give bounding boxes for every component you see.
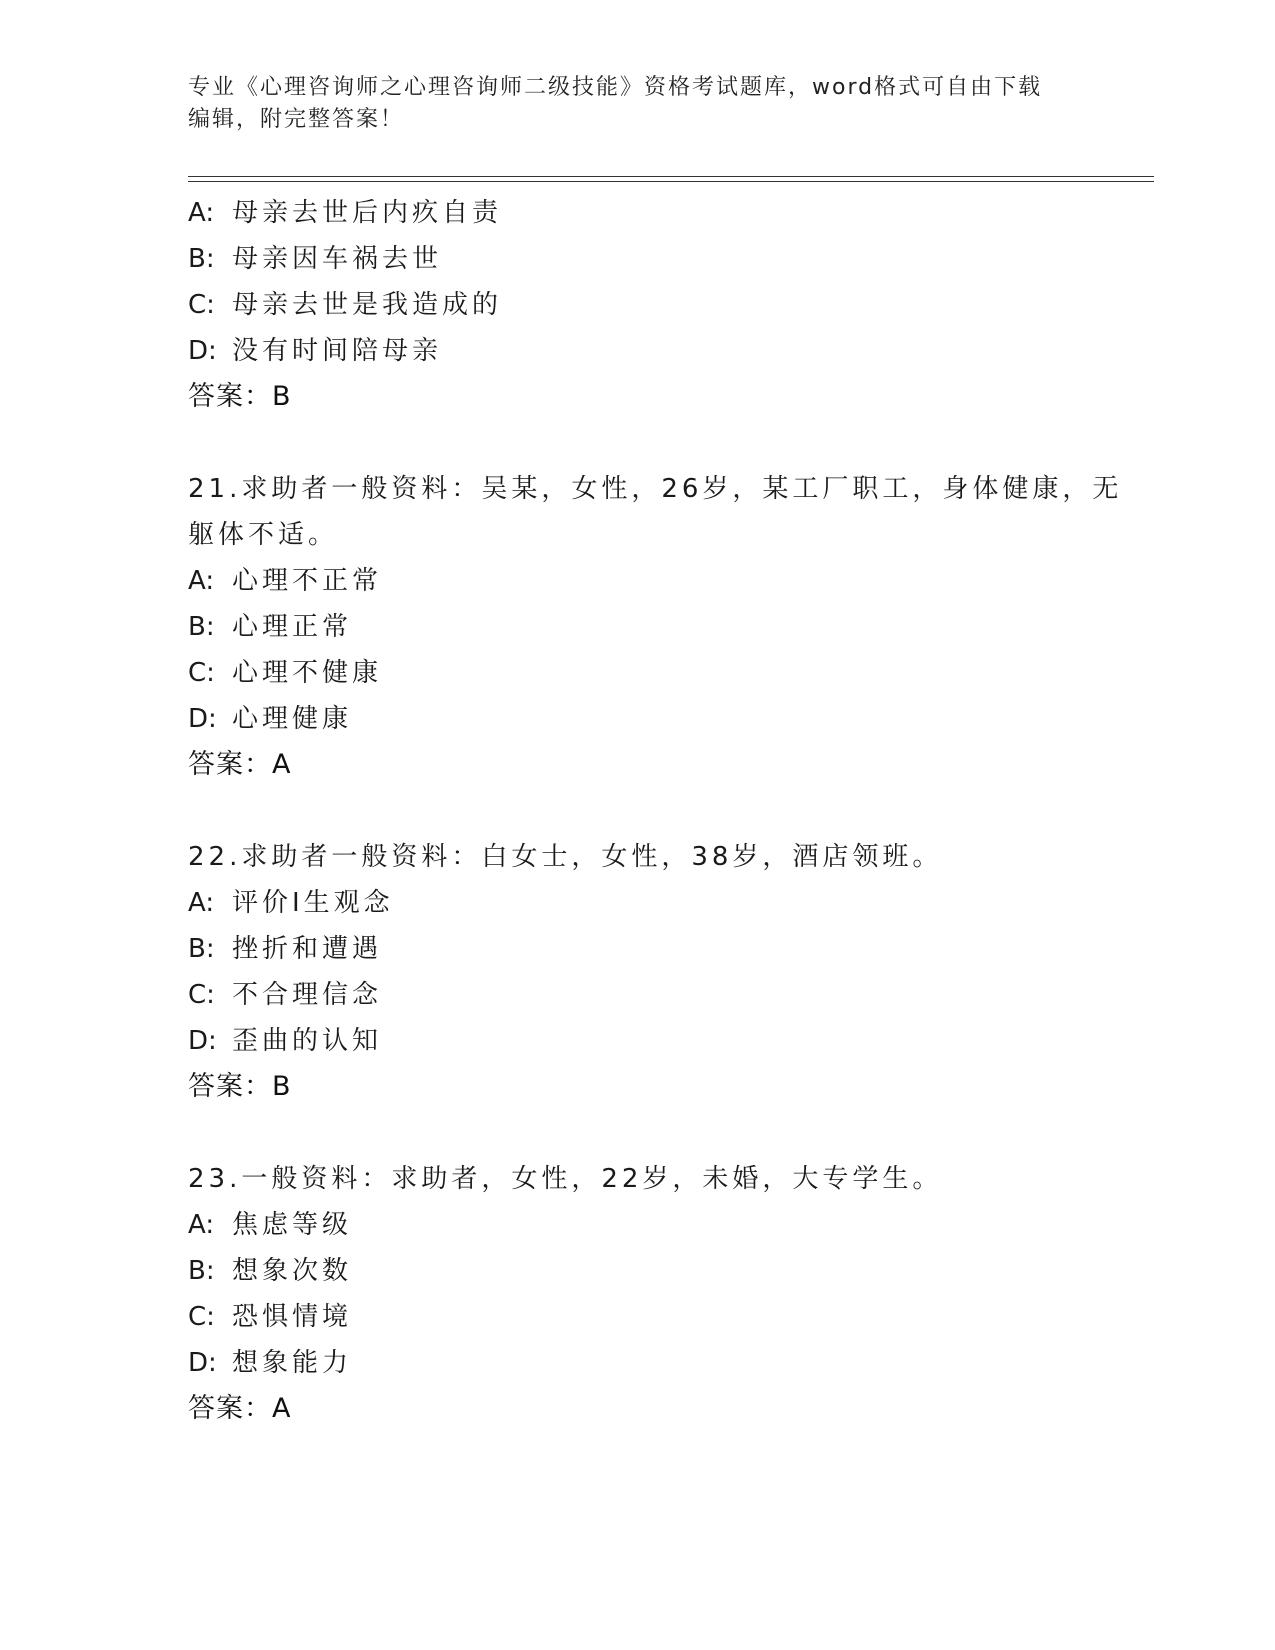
option-a <box>188 190 1088 236</box>
option-key: C: <box>188 1302 215 1332</box>
option-text: 不合理信念 <box>232 980 383 1010</box>
spacer <box>188 1110 1088 1156</box>
option-text: 歪曲的认知 <box>232 1026 383 1056</box>
option-d <box>188 1018 1088 1064</box>
question-stem-line-2: 躯体不适。 <box>188 520 339 550</box>
option-c <box>188 282 1088 328</box>
option-text: 心理不健康 <box>232 658 383 688</box>
option-key: B: <box>188 1256 215 1286</box>
question-block-continued <box>188 190 1088 420</box>
question-block-22 <box>188 834 1088 1110</box>
header-divider-thick <box>188 181 1154 182</box>
option-b <box>188 926 1088 972</box>
document-header <box>188 72 1068 136</box>
option-key: B: <box>188 612 215 642</box>
option-key: B: <box>188 934 215 964</box>
option-b <box>188 236 1088 282</box>
option-key: D: <box>188 1348 217 1378</box>
spacer <box>188 420 1088 466</box>
option-key: A: <box>188 1210 215 1240</box>
option-b <box>188 1248 1088 1294</box>
option-a <box>188 880 1088 926</box>
option-key: A: <box>188 198 215 228</box>
question-block-23 <box>188 1156 1088 1432</box>
question-block-21 <box>188 466 1123 788</box>
option-key: C: <box>188 658 215 688</box>
option-key: D: <box>188 704 217 734</box>
option-text: 想象能力 <box>232 1348 353 1378</box>
option-a <box>188 1202 1088 1248</box>
option-a <box>188 558 1088 604</box>
option-c <box>188 972 1088 1018</box>
answer-label: 答案：A <box>188 749 292 780</box>
option-key: D: <box>188 336 217 366</box>
spacer <box>188 788 1088 834</box>
option-text: 想象次数 <box>232 1256 353 1286</box>
header-divider-thin <box>188 176 1154 177</box>
header-line-1: 专业《心理咨询师之心理咨询师二级技能》资格考试题库，word格式可自由下载 <box>188 75 1043 100</box>
question-stem-line-1: 23.一般资料：求助者，女性，22岁，未婚，大专学生。 <box>188 1164 943 1194</box>
answer-label: 答案：A <box>188 1393 292 1424</box>
option-text: 心理正常 <box>232 612 353 642</box>
option-text: 没有时间陪母亲 <box>232 336 443 366</box>
option-d <box>188 1340 1088 1386</box>
option-text: 心理健康 <box>232 704 353 734</box>
question-stem-line-1: 21.求助者一般资料：吴某，女性，26岁，某工厂职工，身体健康，无 <box>188 474 1123 504</box>
option-text: 挫折和遭遇 <box>232 934 383 964</box>
option-b <box>188 604 1088 650</box>
option-key: C: <box>188 980 215 1010</box>
question-stem-line-1: 22.求助者一般资料：白女士，女性，38岁，酒店领班。 <box>188 842 943 872</box>
option-text: 母亲去世后内疚自责 <box>232 198 503 228</box>
answer-label: 答案：B <box>188 1071 292 1102</box>
header-line-2: 编辑，附完整答案！ <box>188 107 405 132</box>
option-text: 恐惧情境 <box>232 1302 353 1332</box>
option-key: D: <box>188 1026 217 1056</box>
option-c <box>188 1294 1088 1340</box>
option-key: A: <box>188 888 215 918</box>
option-d <box>188 328 1088 374</box>
answer-label: 答案：B <box>188 381 292 412</box>
option-text: 母亲去世是我造成的 <box>232 290 503 320</box>
option-key: B: <box>188 244 215 274</box>
option-text: 心理不正常 <box>232 566 383 596</box>
option-c <box>188 650 1088 696</box>
option-text: 母亲因车祸去世 <box>232 244 443 274</box>
option-key: A: <box>188 566 215 596</box>
question-list <box>188 190 1123 1432</box>
option-text: 评价I生观念 <box>232 888 394 918</box>
option-d <box>188 696 1088 742</box>
option-text: 焦虑等级 <box>232 1210 353 1240</box>
option-key: C: <box>188 290 215 320</box>
